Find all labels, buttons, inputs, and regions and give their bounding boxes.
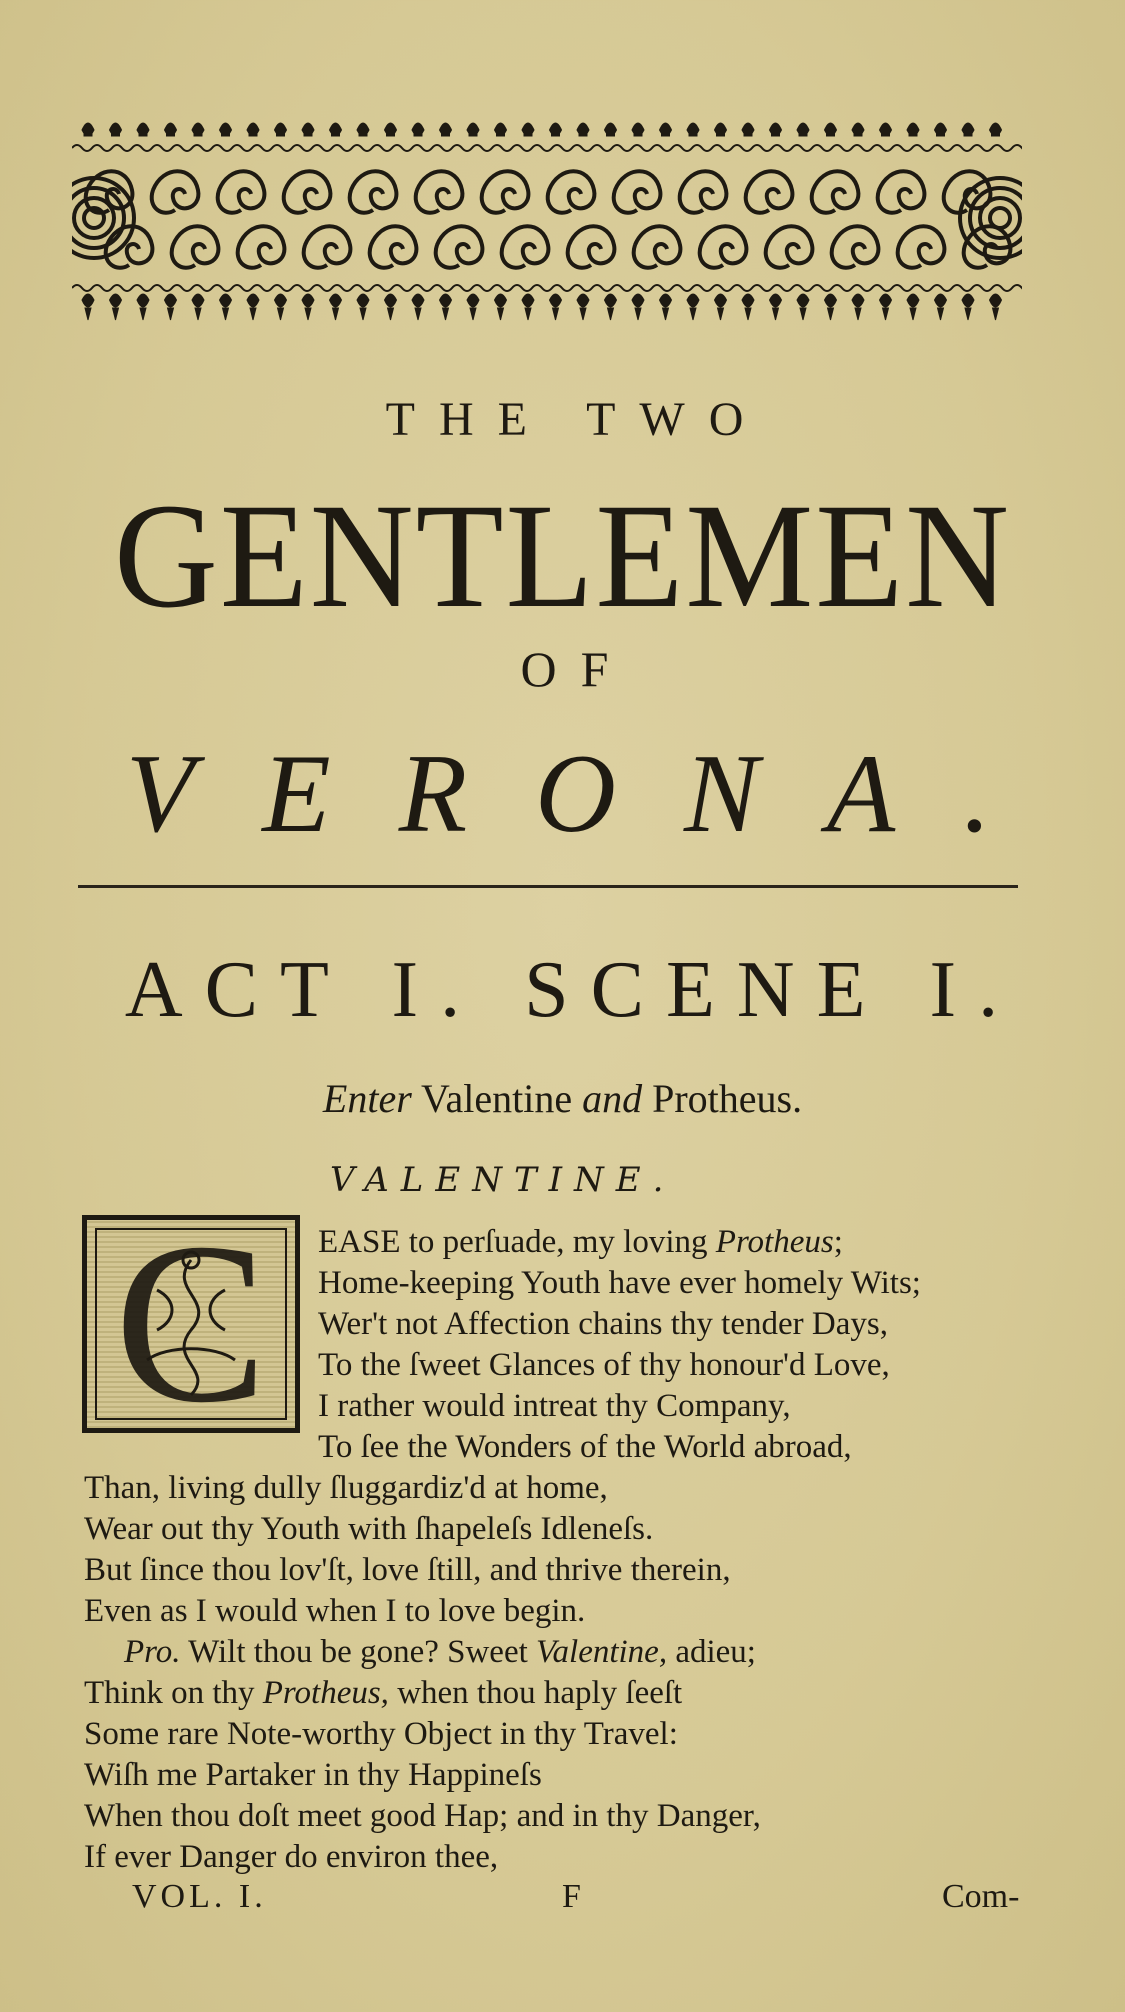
footer-volume: VOL. I. [132,1878,267,1915]
stage-direction-and: and [582,1076,643,1121]
verse-line-text: adieu; [667,1634,756,1670]
verse-line-text: when thou haply ſeeſt [388,1675,683,1711]
verse-line [84,1468,608,1508]
verse-line [318,1263,921,1303]
horizontal-rule [78,885,1018,888]
verse-line-text: Wilt thou be gone? Sweet [180,1634,537,1670]
verse-line-text: ; [833,1224,843,1260]
verse-line [84,1714,678,1754]
verse-line-italic: Protheus, [262,1675,389,1711]
speaker-name: VALENTINE. [330,1160,676,1200]
verse-line-text: I rather would intreat thy Company, [318,1388,791,1424]
verse-line-text: Even as I would when I to love begin. [84,1593,586,1629]
title-of: OF [520,641,633,697]
footer-signature: F [562,1878,581,1915]
verse-line-text: But ſince thou lov'ſt, love ſtill, and thrive therein, [84,1552,731,1588]
verse-line [84,1755,542,1795]
ornamental-headpiece [72,100,1022,335]
verse-line-text: Than, living dully ſluggardiz'd at home, [84,1470,608,1506]
verse-line-text: To the ſweet Glances of thy honour'd Love, [318,1347,890,1383]
verse-line-italic: Valentine, [536,1634,668,1670]
verse-line-text: If ever Danger do environ thee, [84,1839,499,1875]
act-scene-heading: ACT I. SCENE I. [124,946,1021,1034]
stage-direction-protheus: Protheus. [652,1076,803,1121]
title-verona: VERONA. [125,732,1060,856]
verse-line [318,1427,852,1467]
verse-line [318,1345,890,1385]
verse-line-text: EASE to perſuade, my loving [318,1224,716,1260]
title-the-two: THE TWO [385,393,768,446]
verse-line-text: Wer't not Affection chains thy tender Days, [318,1306,888,1342]
verse-line [84,1673,682,1713]
stage-direction [0,1075,1125,1122]
verse-line [84,1591,585,1631]
verse-line-text: Wiſh me Partaker in thy Happineſs [84,1757,542,1793]
title-gentlemen: GENTLEMEN [113,473,1012,639]
verse-line [84,1796,761,1836]
verse-line-italic: Pro. [124,1634,181,1670]
verse-line-italic: Protheus [715,1224,834,1260]
verse-line-text: When thou doſt meet good Hap; and in thy Danger, [84,1798,761,1834]
verse-line [84,1837,498,1877]
verse-line [84,1550,731,1590]
verse-line-text: To ſee the Wonders of the World abroad, [318,1429,852,1465]
verse-line-text: Think on thy [84,1675,263,1711]
stage-direction-valentine: Valentine [421,1076,573,1121]
verse-line [318,1222,843,1262]
verse-line [84,1509,653,1549]
footer-catchword: Com- [942,1878,1020,1915]
drop-cap [82,1215,300,1433]
verse-line-text: Wear out thy Youth with ſhapeleſs Idleneſs. [84,1511,654,1547]
verse-line [124,1632,756,1672]
verse-line-text: Some rare Note-worthy Object in thy Travel: [84,1716,678,1752]
verse-line-text: Home-keeping Youth have ever homely Wits; [318,1265,921,1301]
verse-line [318,1386,791,1426]
drop-cap-letter: C [114,1215,268,1433]
stage-direction-enter: Enter [322,1076,412,1121]
verse-line [318,1304,888,1344]
